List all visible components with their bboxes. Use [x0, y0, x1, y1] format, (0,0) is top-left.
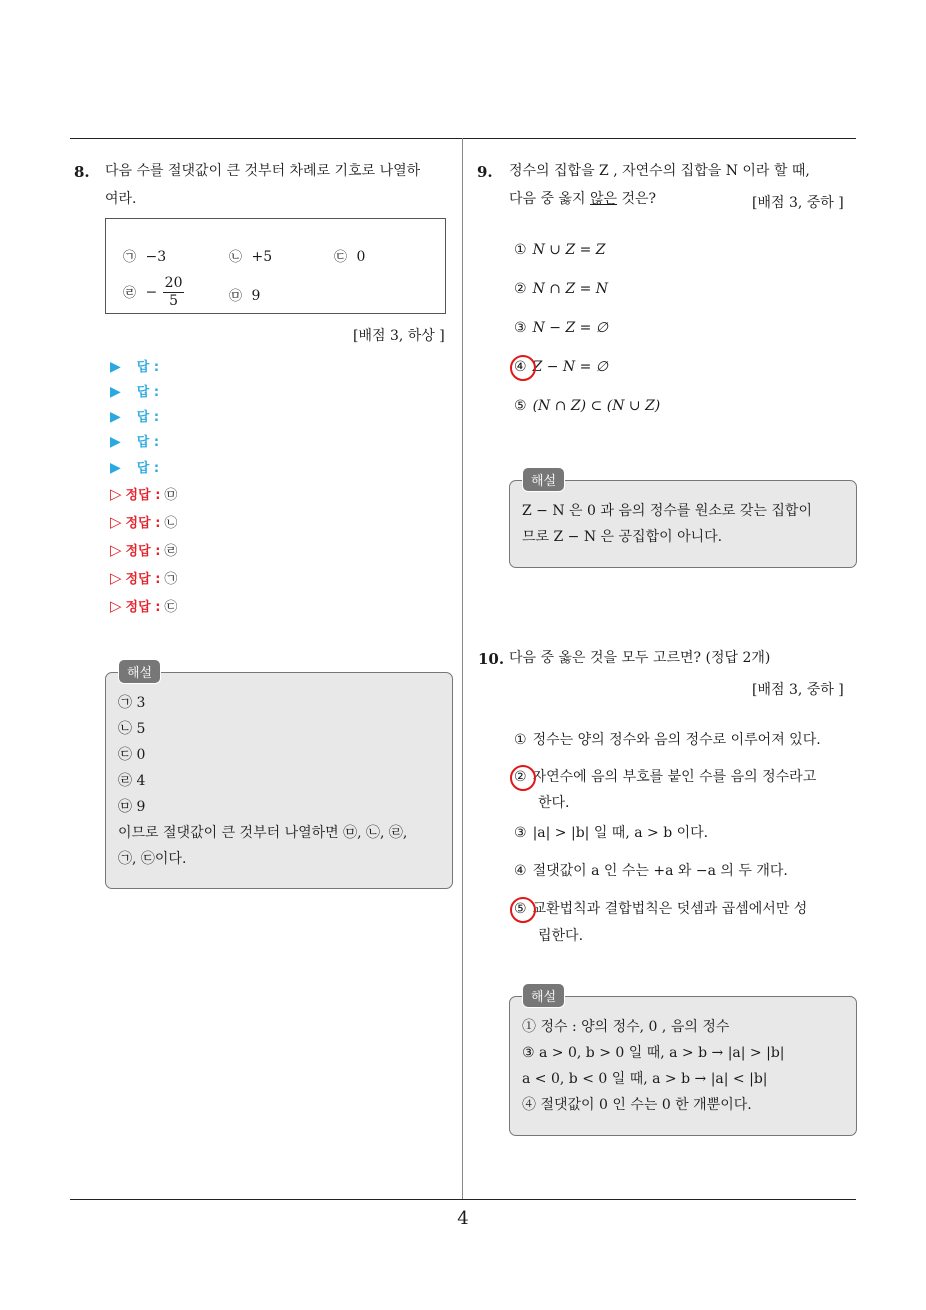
solution-label: 정답 : — [125, 516, 161, 531]
choice-mark: ㉣ — [123, 285, 137, 301]
choice-mark: ㉡ — [229, 250, 243, 265]
option-2[interactable]: ② 자연수에 음의 부호를 붙인 수를 음의 정수라고 — [514, 769, 817, 785]
solution-row — [110, 540, 177, 559]
choice-mark: ㉠ — [123, 250, 137, 265]
choice-item — [123, 246, 166, 265]
answer-label: 답 : — [136, 461, 160, 476]
explanation-line: ㉣ 4 — [118, 773, 146, 789]
outline-triangle-icon: ▷ — [110, 541, 122, 559]
option-3[interactable]: ③ |a| > |b| 일 때, a > b 이다. — [514, 825, 709, 841]
play-triangle-icon: ▶ — [110, 384, 121, 400]
answer-label: 답 : — [136, 360, 160, 375]
choice-mark: ㉤ — [229, 289, 243, 304]
solution-value: ㉡ — [164, 516, 178, 531]
question-text: 다음 수를 절댓값이 큰 것부터 차례로 기호로 나열하 — [105, 163, 421, 179]
option-1[interactable]: ① N ∪ Z = Z — [514, 242, 606, 258]
choice-sign: − — [145, 284, 158, 301]
explanation-line: ㉠, ㉢이다. — [118, 851, 187, 867]
selected-circle-mark: ④ — [514, 359, 527, 375]
question-number: 10. — [478, 650, 505, 668]
outline-triangle-icon: ▷ — [110, 485, 122, 503]
explanation-line: a < 0, b < 0 일 때, a > b → |a| < |b| — [522, 1071, 768, 1087]
solution-row — [110, 484, 177, 503]
option-5-continued: 립한다. — [538, 928, 584, 944]
explanation-tag: 해설 — [118, 659, 161, 684]
option-1[interactable]: ① 정수는 양의 정수와 음의 정수로 이루어져 있다. — [514, 732, 821, 748]
play-triangle-icon: ▶ — [110, 460, 121, 476]
outline-triangle-icon: ▷ — [110, 597, 122, 615]
fraction — [163, 275, 185, 310]
solution-value: ㉢ — [164, 600, 178, 615]
choice-value: +5 — [251, 249, 273, 265]
question-text: 여라. — [105, 191, 137, 207]
solution-row — [110, 568, 177, 587]
explanation-line: ④ 절댓값이 0 인 수는 0 한 개뿐이다. — [522, 1097, 752, 1113]
answer-row[interactable] — [110, 406, 159, 425]
explanation-tag: 해설 — [522, 983, 565, 1008]
answer-row[interactable] — [110, 431, 159, 450]
choice-item — [229, 285, 260, 304]
solution-label: 정답 : — [125, 544, 161, 559]
solution-label: 정답 : — [125, 600, 161, 615]
score-label: [배점 3, 하상 ] — [353, 328, 445, 344]
selected-circle-mark: ⑤ — [514, 901, 527, 917]
explanation-line: ③ a > 0, b > 0 일 때, a > b → |a| > |b| — [522, 1045, 785, 1061]
emphasis-underline: 않은 — [589, 191, 618, 207]
explanation-line: Z − N 은 0 과 음의 정수를 원소로 갖는 집합이 — [522, 503, 812, 519]
explanation-line: ㉢ 0 — [118, 747, 146, 763]
score-label: [배점 3, 중하 ] — [752, 682, 844, 698]
choice-value: −3 — [145, 249, 167, 265]
solution-value: ㉠ — [164, 572, 178, 587]
explanation-tag: 해설 — [522, 467, 565, 492]
option-5[interactable]: ⑤ 교환법칙과 결합법칙은 덧셈과 곱셈에서만 성 — [514, 901, 808, 917]
explanation-line: ① 정수 : 양의 정수, 0 , 음의 정수 — [522, 1019, 730, 1035]
outline-triangle-icon: ▷ — [110, 569, 122, 587]
option-2-continued: 한다. — [538, 795, 570, 811]
option-2[interactable]: ② N ∩ Z = N — [514, 281, 609, 297]
page-number: 4 — [457, 1208, 469, 1229]
outline-triangle-icon: ▷ — [110, 513, 122, 531]
bottom-rule — [70, 1199, 856, 1200]
answer-row[interactable] — [110, 356, 159, 375]
play-triangle-icon: ▶ — [110, 359, 121, 375]
solution-value: ㉣ — [164, 544, 178, 559]
option-4[interactable]: ④ 절댓값이 a 인 수는 +a 와 −a 의 두 개다. — [514, 863, 788, 879]
question-text: 정수의 집합을 Z , 자연수의 집합을 N 이라 할 때, — [509, 163, 810, 179]
question-number: 9. — [477, 163, 493, 181]
explanation-line: 이므로 절댓값이 큰 것부터 나열하면 ㉤, ㉡, ㉣, — [118, 825, 408, 841]
play-triangle-icon: ▶ — [110, 409, 121, 425]
explanation-line: 므로 Z − N 은 공집합이 아니다. — [522, 529, 723, 545]
question-text: 다음 중 옳은 것을 모두 고르면? (정답 2개) — [509, 650, 771, 666]
choice-value: 9 — [251, 288, 261, 304]
play-triangle-icon: ▶ — [110, 434, 121, 450]
solution-label: 정답 : — [125, 572, 161, 587]
choice-mark: ㉢ — [334, 250, 348, 265]
explanation-box — [105, 672, 453, 889]
question-text: 다음 중 옳지 않은 것은? — [509, 191, 657, 207]
question-number: 8. — [74, 163, 90, 181]
choice-box — [105, 218, 446, 314]
answer-label: 답 : — [136, 435, 160, 450]
answer-label: 답 : — [136, 385, 160, 400]
explanation-line: ㉡ 5 — [118, 721, 146, 737]
solution-label: 정답 : — [125, 488, 161, 503]
option-3[interactable]: ③ N − Z = ∅ — [514, 320, 608, 336]
answer-row[interactable] — [110, 381, 159, 400]
option-5[interactable]: ⑤ (N ∩ Z) ⊂ (N ∪ Z) — [514, 398, 661, 414]
answer-label: 답 : — [136, 410, 160, 425]
explanation-line: ㉤ 9 — [118, 799, 146, 815]
solution-value: ㉤ — [164, 488, 178, 503]
score-label: [배점 3, 중하 ] — [752, 195, 844, 211]
selected-circle-mark: ② — [514, 769, 527, 785]
option-4[interactable]: ④ Z − N = ∅ — [514, 359, 608, 375]
fraction-numerator: 20 — [164, 275, 183, 291]
explanation-box — [509, 996, 857, 1136]
answer-row[interactable] — [110, 457, 159, 476]
choice-item — [229, 246, 272, 265]
column-divider — [462, 138, 463, 1200]
fraction-denominator: 5 — [169, 293, 179, 309]
solution-row — [110, 596, 177, 615]
solution-row — [110, 512, 177, 531]
explanation-box — [509, 480, 857, 568]
choice-item — [334, 246, 365, 265]
choice-item — [123, 275, 184, 310]
explanation-line: ㉠ 3 — [118, 695, 146, 711]
choice-value: 0 — [356, 249, 366, 265]
top-rule — [70, 138, 856, 139]
